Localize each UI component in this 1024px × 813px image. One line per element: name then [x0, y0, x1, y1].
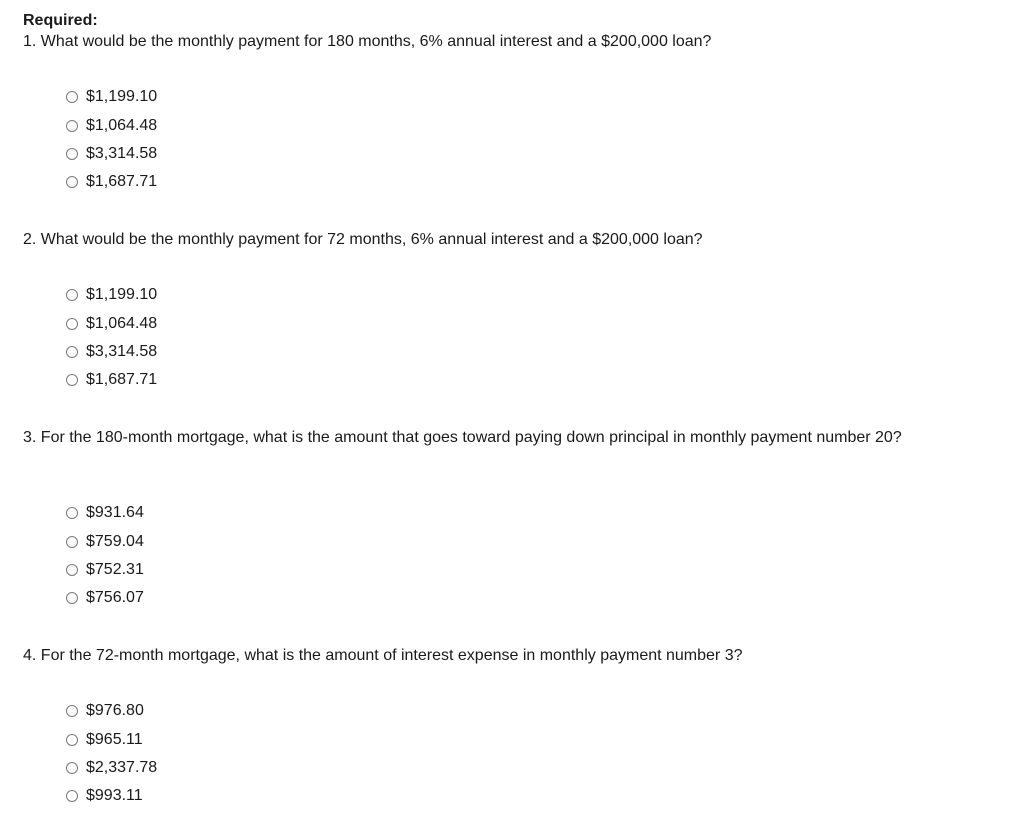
radio-button-icon[interactable]	[66, 318, 78, 330]
question-2-option-3[interactable]	[66, 338, 157, 366]
option-label: $1,687.71	[86, 371, 158, 389]
question-1-option-3[interactable]	[66, 140, 157, 168]
option-label: $759.04	[86, 532, 144, 550]
question-2-option-2[interactable]	[66, 309, 157, 337]
option-label: $752.31	[86, 560, 144, 578]
option-label: $993.11	[86, 787, 143, 805]
radio-button-icon[interactable]	[66, 592, 78, 604]
question-1-option-1[interactable]	[66, 83, 157, 111]
question-4-options	[66, 697, 157, 811]
option-label: $931.64	[86, 504, 144, 522]
option-label: $756.07	[86, 589, 144, 607]
question-3-option-2[interactable]	[66, 527, 144, 555]
question-4-option-4[interactable]	[66, 782, 157, 810]
question-3-option-4[interactable]	[66, 584, 144, 612]
question-3-options	[66, 499, 144, 613]
option-label: $1,687.71	[86, 173, 158, 191]
option-label: $976.80	[86, 702, 144, 720]
option-label: $3,314.58	[86, 342, 158, 360]
question-1-options	[66, 83, 157, 197]
radio-button-icon[interactable]	[66, 536, 78, 548]
question-1-option-2[interactable]	[66, 111, 157, 139]
question-2-option-1[interactable]	[66, 281, 157, 309]
option-label: $3,314.58	[86, 144, 158, 162]
radio-button-icon[interactable]	[66, 564, 78, 576]
question-2-options	[66, 281, 157, 395]
radio-button-icon[interactable]	[66, 91, 78, 103]
radio-button-icon[interactable]	[66, 734, 78, 746]
option-label: $1,064.48	[86, 116, 158, 134]
option-label: $1,199.10	[86, 88, 158, 106]
radio-button-icon[interactable]	[66, 346, 78, 358]
radio-button-icon[interactable]	[66, 507, 78, 519]
radio-button-icon[interactable]	[66, 176, 78, 188]
required-heading: Required:	[23, 12, 98, 29]
question-4-option-2[interactable]	[66, 725, 157, 753]
radio-button-icon[interactable]	[66, 762, 78, 774]
radio-button-icon[interactable]	[66, 705, 78, 717]
option-label: $1,199.10	[86, 286, 158, 304]
question-1-text: 1. What would be the monthly payment for 180 months, 6% annual interest and a $200,000 loan?	[23, 33, 712, 50]
radio-button-icon[interactable]	[66, 148, 78, 160]
option-label: $1,064.48	[86, 314, 158, 332]
radio-button-icon[interactable]	[66, 790, 78, 802]
question-3-text: 3. For the 180-month mortgage, what is the amount that goes toward paying down principal in monthly payment number 20?	[23, 429, 902, 446]
question-3-option-3[interactable]	[66, 556, 144, 584]
question-2-text: 2. What would be the monthly payment for 72 months, 6% annual interest and a $200,000 loan?	[23, 231, 703, 248]
option-label: $965.11	[86, 730, 143, 748]
radio-button-icon[interactable]	[66, 120, 78, 132]
question-1-option-4[interactable]	[66, 168, 157, 196]
question-2-option-4[interactable]	[66, 366, 157, 394]
radio-button-icon[interactable]	[66, 374, 78, 386]
question-4-option-1[interactable]	[66, 697, 157, 725]
option-label: $2,337.78	[86, 758, 158, 776]
radio-button-icon[interactable]	[66, 289, 78, 301]
question-4-text: 4. For the 72-month mortgage, what is the amount of interest expense in monthly payment number 3?	[23, 647, 743, 664]
question-3-option-1[interactable]	[66, 499, 144, 527]
question-4-option-3[interactable]	[66, 754, 157, 782]
